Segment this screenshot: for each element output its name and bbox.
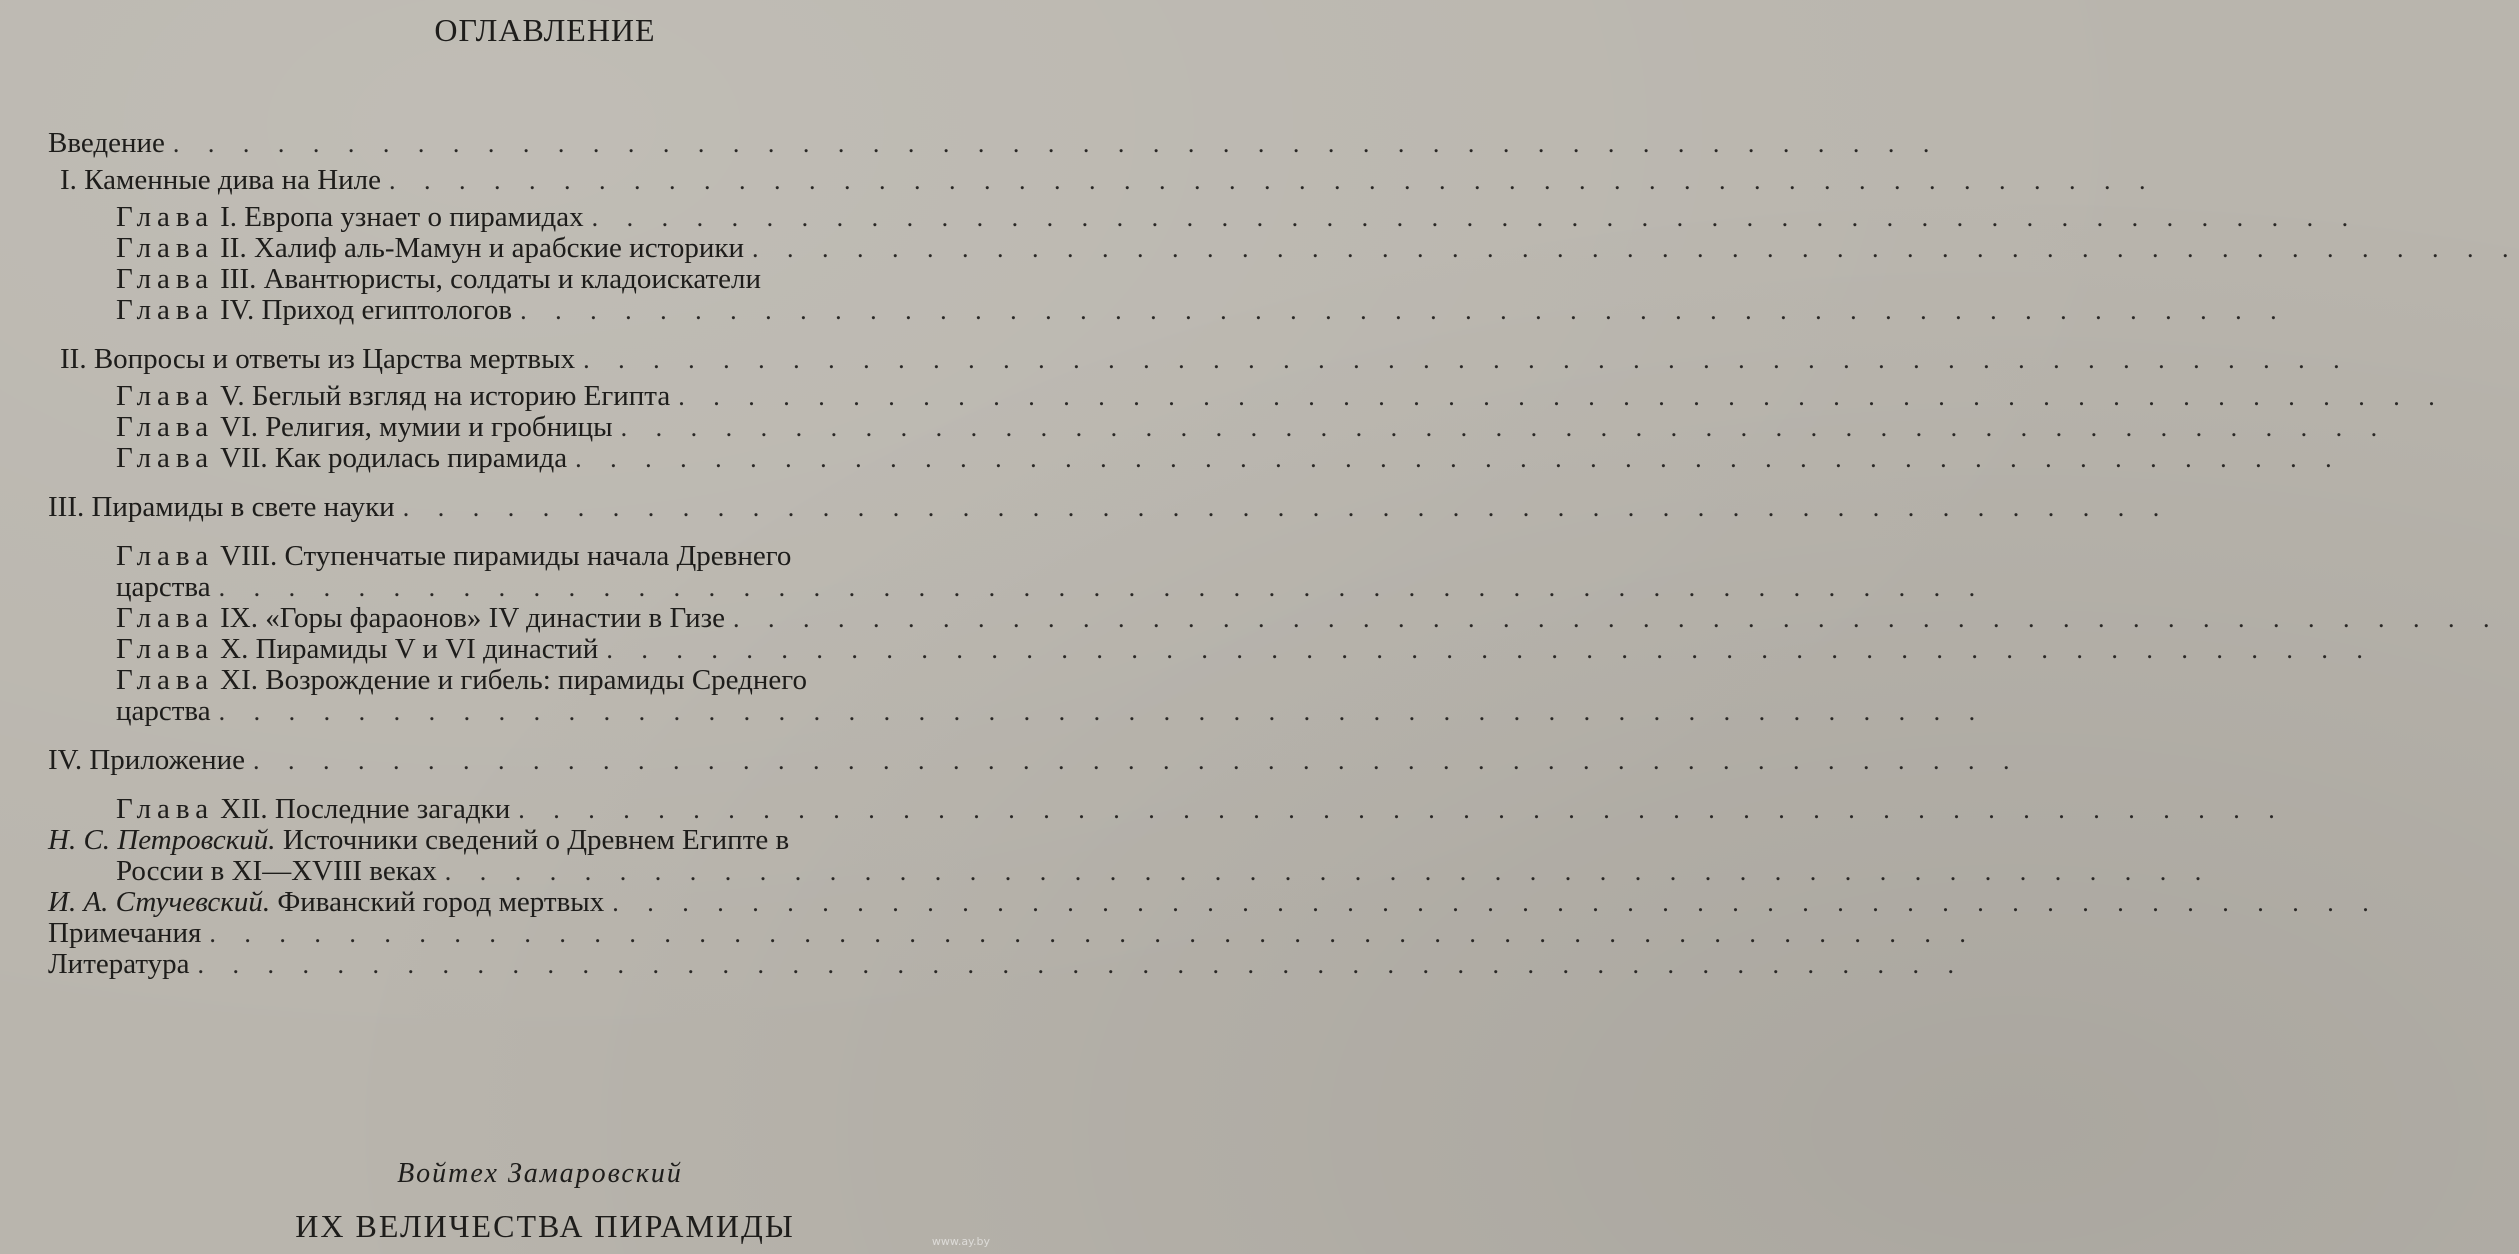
dot-leader: [512, 295, 2288, 326]
toc-chapter-11: [48, 665, 973, 696]
toc-chapter-3: [48, 264, 973, 295]
dot-leader: [211, 572, 1987, 603]
toc-chapter-5: [48, 381, 973, 412]
dot-leader: [165, 128, 1941, 159]
chapter-prefix: Глава: [116, 793, 215, 825]
dot-leader: [725, 603, 2501, 634]
chapter-title: XII. Последние загадки: [220, 793, 511, 825]
chapter-title: X. Пирамиды V и VI династий: [220, 633, 599, 665]
chapter-title: I. Европа узнает о пирамидах: [220, 201, 584, 233]
watermark: www.ay.by: [931, 1235, 990, 1248]
chapter-title: II. Халиф аль-Мамун и арабские историки: [220, 232, 744, 264]
dot-leader: [567, 443, 2343, 474]
chapter-title: V. Беглый взгляд на историю Египта: [220, 380, 671, 412]
dot-leader: [575, 344, 2351, 375]
chapter-prefix: Глава: [116, 263, 215, 295]
chapter-title: IV. Приход египтологов: [220, 294, 513, 326]
toc-part-4: [48, 745, 973, 776]
toc-appendix-1: [48, 825, 973, 856]
dot-leader: [245, 745, 2021, 776]
chapter-title: VI. Религия, мумии и гробницы: [220, 411, 613, 443]
toc-intro-label: Введение: [48, 127, 165, 159]
book-author: Войтех Замаровский: [397, 1158, 683, 1189]
toc-chapter-1: [48, 202, 973, 233]
appendix-author: И. А. Стучевский.: [48, 886, 271, 918]
toc-literature: [48, 949, 973, 980]
toc-appendix-1-cont: [48, 856, 973, 887]
toc-chapter-4: [48, 295, 973, 326]
toc-chapter-6: [48, 412, 973, 443]
chapter-prefix: Глава: [116, 633, 215, 665]
toc-part-1: [48, 165, 973, 196]
appendix-title: Источники сведений о Древнем Египте в: [282, 824, 790, 856]
chapter-title: VII. Как родилась пирамида: [220, 442, 568, 474]
chapter-prefix: Глава: [116, 201, 215, 233]
dot-leader: [584, 202, 2360, 233]
toc-chapter-2: [48, 233, 973, 264]
chapter-title: XI. Возрождение и гибель: пирамиды Среднего: [220, 664, 807, 696]
dot-leader: [670, 381, 2446, 412]
toc-chapter-11-cont: [48, 696, 973, 727]
dot-leader: [744, 233, 2519, 264]
chapter-prefix: Глава: [116, 602, 215, 634]
chapter-prefix: Глава: [116, 540, 215, 572]
appendix-title: Фиванский город мертвых: [277, 886, 605, 918]
chapter-title: III. Авантюристы, солдаты и кладоискатели: [220, 263, 762, 295]
appendix-author: Н. С. Петровский.: [48, 824, 276, 856]
toc-part-2: [48, 344, 973, 375]
chapter-title: IX. «Горы фараонов» IV династии в Гизе: [220, 602, 725, 634]
toc-part-3: [48, 492, 973, 523]
dot-leader: [211, 696, 1987, 727]
toc-chapter-7: [48, 443, 973, 474]
chapter-prefix: Глава: [116, 411, 215, 443]
toc-notes-label: Примечания: [48, 917, 202, 949]
toc-chapter-8: [48, 541, 973, 572]
book-title: ИХ ВЕЛИЧЕСТВА ПИРАМИДЫ: [295, 1208, 795, 1244]
chapter-prefix: Глава: [116, 294, 215, 326]
toc-part-label: II. Вопросы и ответы из Царства мертвых: [60, 343, 576, 375]
toc-part-label: I. Каменные дива на Ниле: [60, 164, 382, 196]
chapter-prefix: Глава: [116, 380, 215, 412]
toc-page: [0, 0, 1000, 1254]
toc-notes: [48, 918, 973, 949]
dot-leader: [381, 165, 2157, 196]
toc-intro: [48, 128, 973, 159]
page-title: ОГЛАВЛЕНИЕ: [434, 12, 656, 48]
dot-leader: [190, 949, 1966, 980]
toc-chapter-12: [48, 794, 973, 825]
toc-part-label: III. Пирамиды в свете науки: [48, 491, 395, 523]
appendix-continuation: России в XI—XVIII веках: [116, 855, 437, 887]
chapter-title: VIII. Ступенчатые пирамиды начала Древнего: [220, 540, 792, 572]
dot-leader: [510, 794, 2286, 825]
toc-part-label: IV. Приложение: [48, 744, 246, 776]
toc-chapter-8-cont: [48, 572, 973, 603]
dot-leader: [613, 412, 2389, 443]
dot-leader: [598, 634, 2374, 665]
chapter-prefix: Глава: [116, 664, 215, 696]
toc-chapter-10: [48, 634, 973, 665]
chapter-prefix: Глава: [116, 442, 215, 474]
toc-appendix-2: [48, 887, 973, 918]
dot-leader: [201, 918, 1977, 949]
chapter-continuation: царства: [116, 695, 211, 727]
dot-leader: [395, 492, 2171, 523]
toc-literature-label: Литература: [48, 948, 190, 980]
chapter-prefix: Глава: [116, 232, 215, 264]
dot-leader: [604, 887, 2380, 918]
toc-chapter-9: [48, 603, 973, 634]
dot-leader: [437, 856, 2213, 887]
table-of-contents: [48, 128, 973, 980]
chapter-continuation: царства: [116, 571, 211, 603]
